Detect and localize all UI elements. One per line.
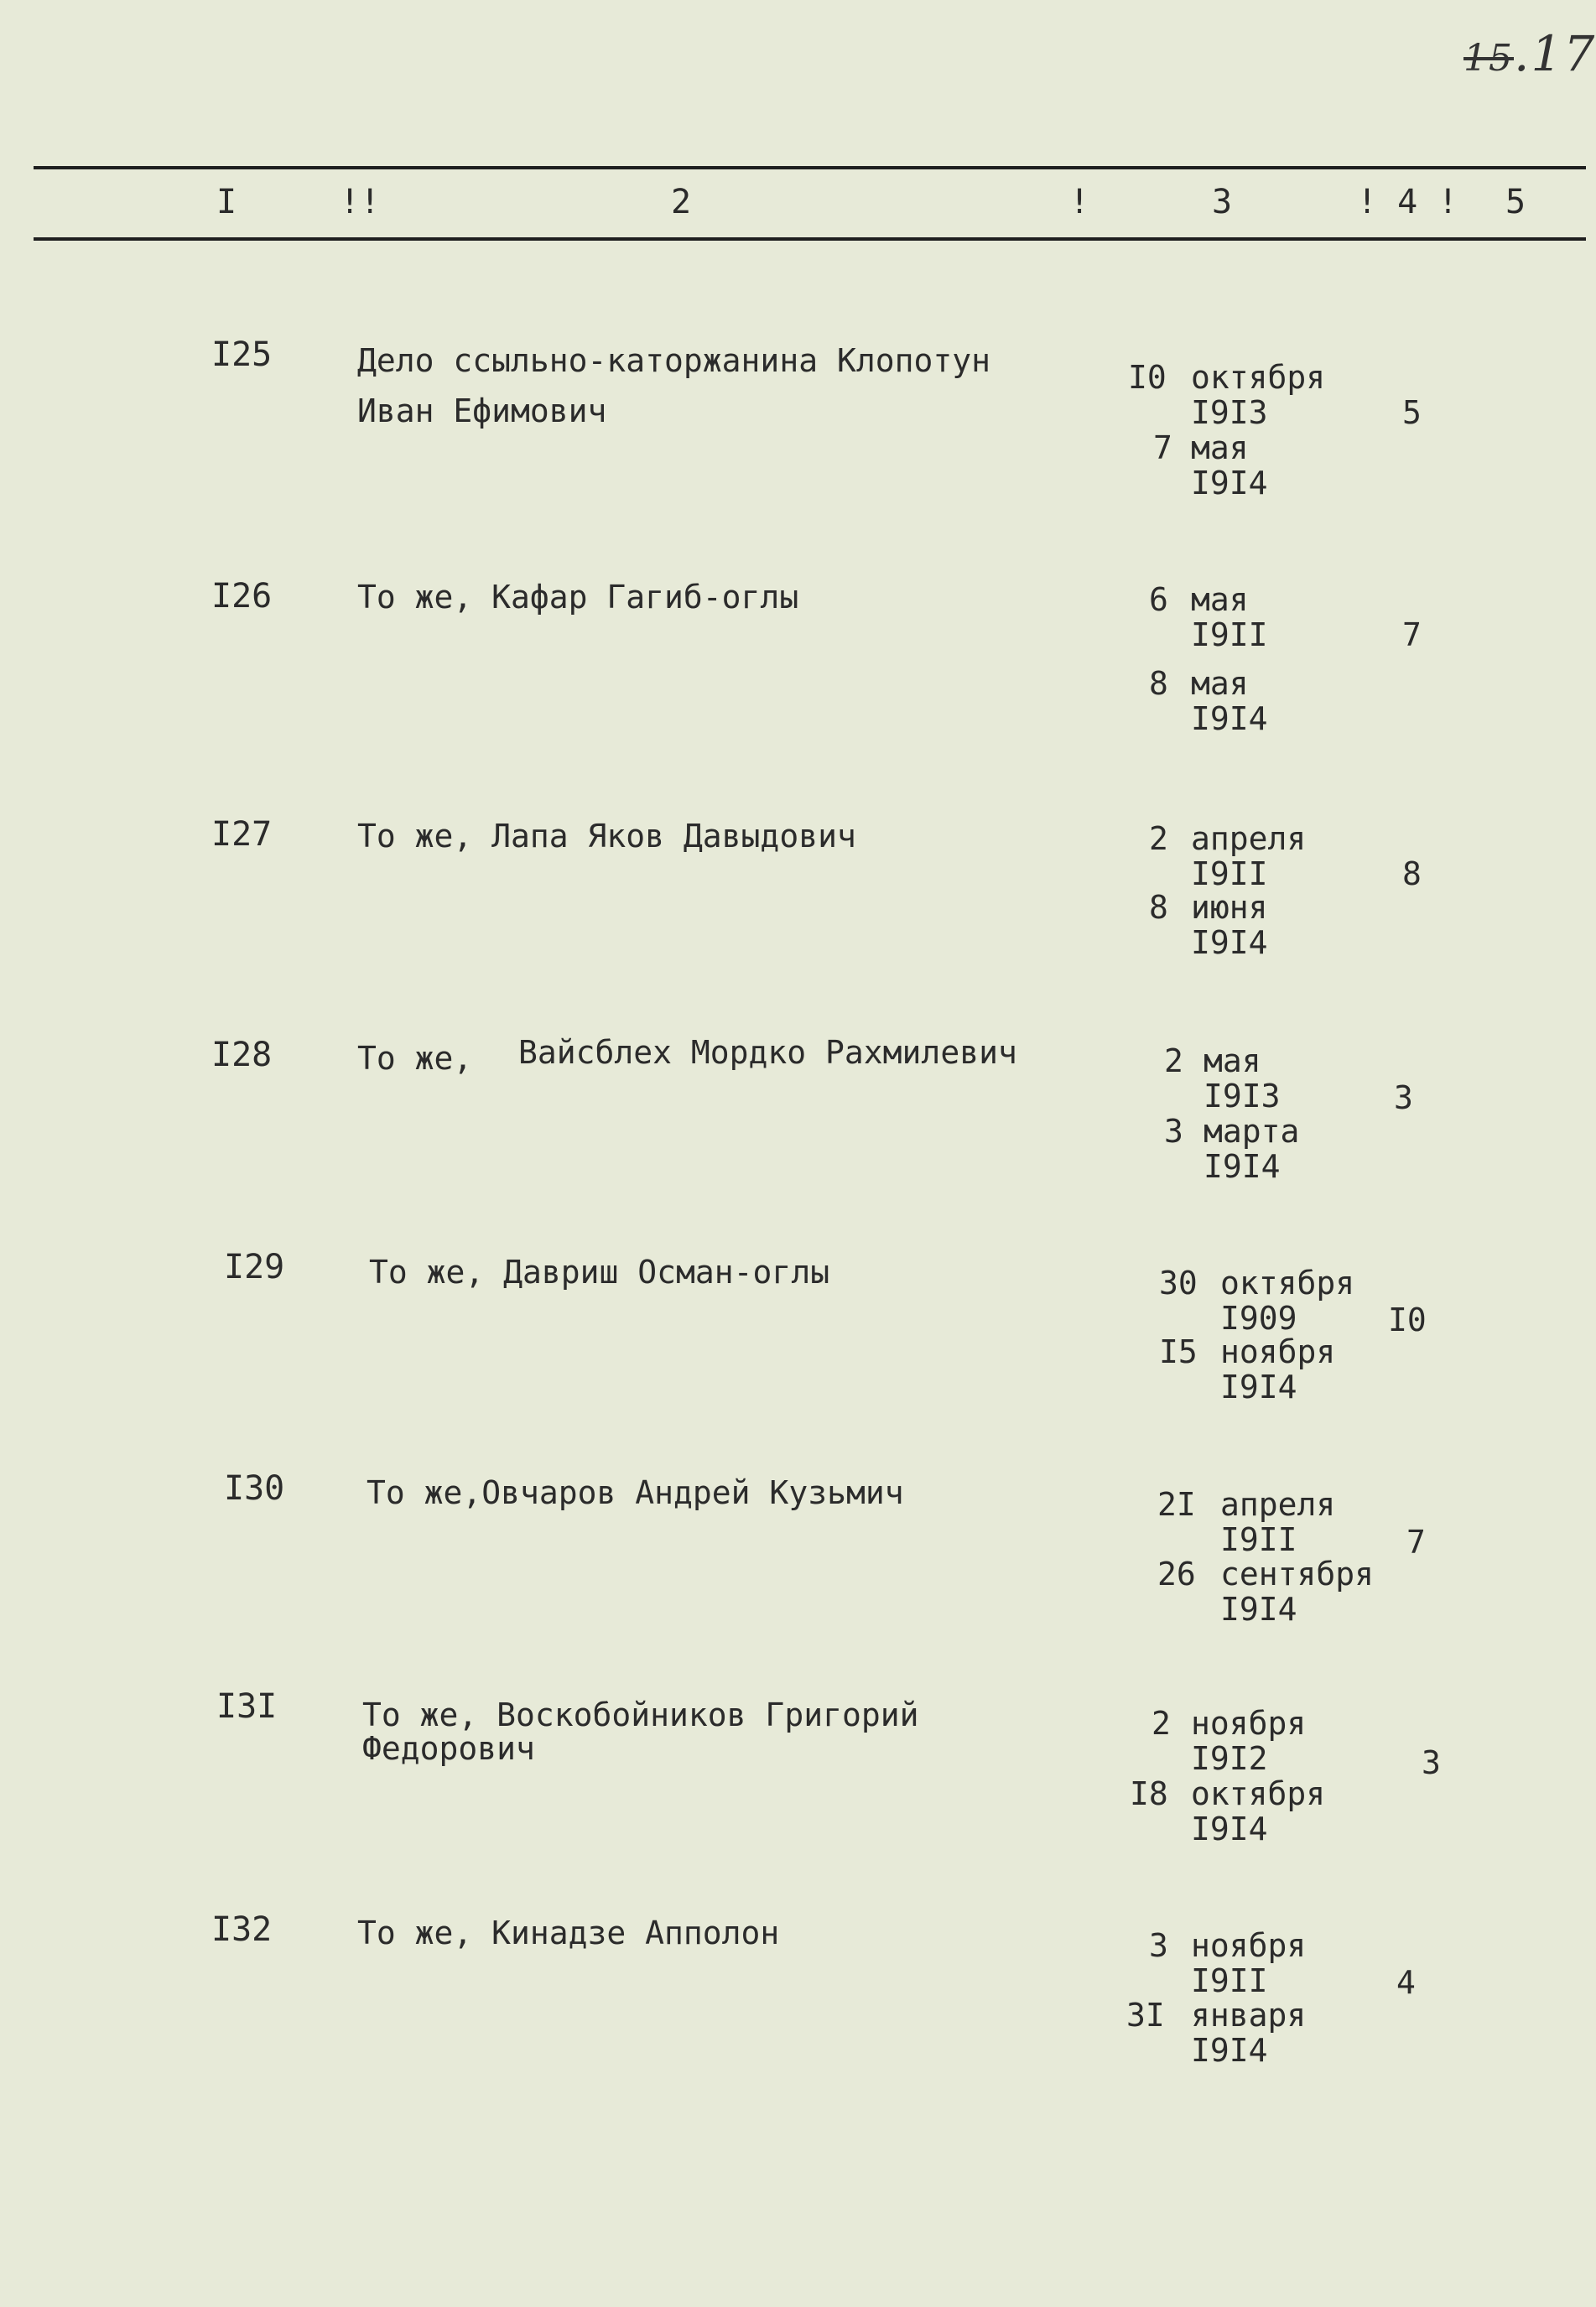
start-year: I9I3 xyxy=(1203,1078,1281,1115)
end-month: июня xyxy=(1191,889,1268,926)
start-month: апреля xyxy=(1191,820,1307,857)
start-year: I9I3 xyxy=(1191,394,1268,431)
sheet-count: I0 xyxy=(1388,1302,1427,1338)
header-col-2: 2 xyxy=(671,183,692,221)
sheet-count: 7 xyxy=(1402,616,1422,653)
header-bottom-rule xyxy=(34,237,1586,241)
end-year: I9I4 xyxy=(1220,1369,1297,1406)
entry-description-line1: То же,Овчаров Андрей Кузьмич xyxy=(367,1474,904,1511)
end-day: I5 xyxy=(1159,1333,1198,1370)
sheet-count: 3 xyxy=(1394,1079,1413,1116)
sheet-count: 7 xyxy=(1406,1524,1426,1561)
entry-number: I25 xyxy=(211,335,273,374)
end-day: 3 xyxy=(1164,1113,1183,1150)
entry-description-line1: Дело ссыльно-каторжанина Клопотун xyxy=(357,342,990,379)
start-month: апреля xyxy=(1220,1486,1336,1523)
sheet-count: 4 xyxy=(1396,1964,1416,2001)
end-year: I9I4 xyxy=(1203,1148,1281,1185)
entry-description-line1: То же, Воскобойников Григорий xyxy=(362,1696,919,1733)
page-number-handwritten: 15.17 xyxy=(1463,25,1596,82)
header-top-rule xyxy=(34,166,1586,169)
sheet-count: 3 xyxy=(1422,1744,1441,1781)
end-day: 8 xyxy=(1149,665,1168,702)
start-year: I9II xyxy=(1191,855,1268,892)
header-col-1: I xyxy=(216,183,237,221)
end-year: I9I4 xyxy=(1191,700,1268,737)
start-month: ноября xyxy=(1191,1705,1307,1742)
entry-number: I26 xyxy=(211,577,273,616)
start-day: I0 xyxy=(1128,359,1167,396)
end-year: I9I4 xyxy=(1191,924,1268,961)
start-year: I9II xyxy=(1191,616,1268,653)
end-month: ноября xyxy=(1220,1333,1336,1370)
start-year: I9I2 xyxy=(1191,1740,1268,1777)
entry-description-line1: То же, Кинадзе Апполон xyxy=(357,1915,780,1951)
entry-description-line2: Иван Ефимович xyxy=(357,392,607,429)
entry-description-line1: То же, Кафар Гагиб-оглы xyxy=(357,579,799,616)
page-number-old: 15 xyxy=(1463,37,1514,80)
entry-number: I30 xyxy=(224,1469,285,1508)
entry-number: I32 xyxy=(211,1910,273,1949)
end-day: 8 xyxy=(1149,889,1168,926)
start-month: октября xyxy=(1220,1265,1355,1302)
entry-number: I28 xyxy=(211,1036,273,1074)
end-day: 3I xyxy=(1126,1997,1165,2034)
end-month: января xyxy=(1191,1997,1307,2034)
entry-number: I3I xyxy=(216,1687,278,1726)
end-year: I9I4 xyxy=(1191,2032,1268,2069)
start-day: 30 xyxy=(1159,1265,1198,1302)
end-month: мая xyxy=(1191,665,1249,702)
end-month: марта xyxy=(1203,1113,1300,1150)
end-month: октября xyxy=(1191,1775,1326,1812)
start-year: I9II xyxy=(1220,1521,1297,1558)
sheet-count: 8 xyxy=(1402,855,1422,892)
start-month: ноября xyxy=(1191,1927,1307,1964)
end-day: 7 xyxy=(1153,429,1172,466)
entry-number: I27 xyxy=(211,815,273,854)
header-col-4: ! 4 ! xyxy=(1357,183,1458,221)
end-day: I8 xyxy=(1130,1775,1168,1812)
start-day: 2 xyxy=(1164,1042,1183,1079)
start-month: октября xyxy=(1191,359,1326,396)
start-month: мая xyxy=(1191,581,1249,618)
entry-description-line1: То же, Лапа Яков Давыдович xyxy=(357,818,856,855)
entry-description-line1: То же, xyxy=(357,1040,473,1077)
entry-description-line1: То же, Давриш Осман-оглы xyxy=(369,1254,830,1291)
header-col-3: 3 xyxy=(1212,183,1233,221)
start-day: 2I xyxy=(1157,1486,1196,1523)
start-day: 3 xyxy=(1149,1927,1168,1964)
start-day: 6 xyxy=(1149,581,1168,618)
sheet-count: 5 xyxy=(1402,394,1422,431)
header-separator-2: ! xyxy=(1069,183,1090,221)
end-year: I9I4 xyxy=(1191,465,1268,501)
start-day: 2 xyxy=(1149,820,1168,857)
end-month: сентября xyxy=(1220,1556,1375,1593)
header-col-5: 5 xyxy=(1505,183,1526,221)
header-separator-1: !! xyxy=(340,183,381,221)
start-day: 2 xyxy=(1152,1705,1171,1742)
end-year: I9I4 xyxy=(1191,1811,1268,1847)
end-day: 26 xyxy=(1157,1556,1196,1593)
entry-description-name: Вайсблех Мордко Рахмилевич xyxy=(518,1034,1017,1071)
end-year: I9I4 xyxy=(1220,1591,1297,1628)
page-number-new: 17 xyxy=(1531,25,1596,82)
end-month: мая xyxy=(1191,429,1249,466)
entry-number: I29 xyxy=(224,1248,285,1286)
start-month: мая xyxy=(1203,1042,1261,1079)
entry-description-line2: Федорович xyxy=(362,1730,535,1767)
start-year: I909 xyxy=(1220,1300,1297,1337)
start-year: I9II xyxy=(1191,1962,1268,1999)
